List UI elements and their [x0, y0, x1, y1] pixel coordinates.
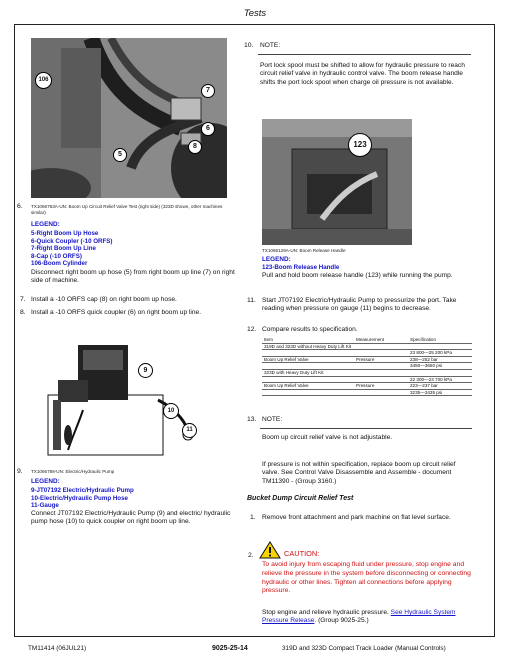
- fig1-legend-title: LEGEND:: [31, 221, 60, 228]
- callout-5: 5: [113, 148, 127, 162]
- caution-warning-icon: [259, 541, 281, 559]
- step-b2-text-after: . (Group 9025-25.): [314, 617, 369, 625]
- table-row: [262, 376, 472, 383]
- legend-item: 8-Cap (-10 ORFS): [31, 252, 82, 260]
- fig2-caption: TX1066788-UN: Electric/Hydraulic Pump: [31, 469, 115, 474]
- boom-up-hose-photo: [31, 38, 227, 198]
- table-cell: [262, 350, 354, 357]
- fig2-legend: [31, 487, 236, 510]
- step-9-text: Connect JT07192 Electric/Hydraulic Pump (9) and electric/ hydraulic pump hose (10) to quick coupler on right boom up line.: [31, 510, 231, 526]
- callout-6: 6: [201, 122, 215, 136]
- table-cell: [354, 389, 408, 396]
- step-9-number: 9.: [17, 468, 23, 475]
- electric-hydraulic-pump-figure: [38, 340, 213, 465]
- table-cell: 22 300—23 700 kPa: [408, 376, 472, 383]
- fig2-legend-title: LEGEND:: [31, 478, 60, 485]
- step-b2-text: [262, 609, 474, 626]
- table-row: [262, 383, 472, 390]
- legend-item: 5-Right Boom Up Hose: [31, 230, 99, 237]
- table-cell: [354, 376, 408, 383]
- caution-text: To avoid injury from escaping fluid under pressure, stop engine and relieve the pressure in the system before disconnecting or connecting hydraulic or other lines. Tighten all connections before applying pressure.: [262, 561, 471, 595]
- table-row: [262, 363, 472, 370]
- table-row: [262, 389, 472, 396]
- table-cell: [354, 369, 408, 376]
- table-cell: Pressure: [354, 383, 408, 390]
- table-cell: 319D and 323D without Heavy Duty Lift Kit: [262, 343, 354, 350]
- table-row: [262, 350, 472, 357]
- table-cell: 3235—3435 psi: [408, 389, 472, 396]
- right-border: [494, 24, 495, 636]
- table-header-cell: Specification: [408, 337, 472, 343]
- table-cell: [354, 363, 408, 370]
- table-cell: Boom Up Relief Valve: [262, 356, 354, 363]
- header-rule: [14, 24, 495, 25]
- step-b1-text: Remove front attachment and park machine on flat level surface.: [262, 514, 451, 521]
- callout-7: 7: [201, 84, 215, 98]
- table-cell: [354, 350, 408, 357]
- callout-8: 8: [188, 140, 202, 154]
- step-7-text: Install a -10 ORFS cap (8) on right boom up hose.: [31, 296, 177, 303]
- step-b1-number: 1.: [250, 514, 256, 521]
- table-cell: 23 800—25 200 kPa: [408, 350, 472, 357]
- table-cell: [408, 369, 472, 376]
- table-cell: [262, 376, 354, 383]
- fig3-text: Pull and hold boom release handle (123) while running the pump.: [262, 272, 453, 279]
- table-cell: 223—237 bar: [408, 383, 472, 390]
- callout-10: 10: [163, 403, 179, 419]
- legend-item: 123-Boom Release Handle: [262, 264, 340, 271]
- table-cell: Pressure: [354, 356, 408, 363]
- step-12-text: Compare results to specification.: [262, 326, 358, 333]
- step-13-after-text: If pressure is not within specification, replace boom up circuit relief valve. See Control Valve Disassemble and Assemble - document TM11390 - (Group 3160.): [262, 461, 456, 485]
- callout-11: 11: [182, 423, 197, 438]
- step-8-text: Install a -10 ORFS quick coupler (6) on right boom up line.: [31, 309, 202, 316]
- legend-item: 9-JT07192 Electric/Hydraulic Pump: [31, 487, 134, 494]
- table-row: [262, 356, 472, 363]
- step-8-number: 8.: [20, 309, 26, 316]
- step-6-text: Disconnect right boom up hose (5) from right boom up line (7) on right side of machine.: [31, 269, 235, 285]
- note-rule: [258, 54, 471, 55]
- step-6-number: 6.: [17, 203, 23, 210]
- table-cell: 238—252 bar: [408, 356, 472, 363]
- callout-9: 9: [138, 363, 153, 378]
- step-11-number: 11.: [247, 297, 256, 304]
- note-rule: [260, 428, 472, 429]
- fig1-legend: [31, 230, 231, 268]
- fig3-legend-title: LEGEND:: [262, 256, 291, 263]
- page-header-title: Tests: [243, 8, 267, 19]
- step-7-number: 7.: [20, 296, 26, 303]
- footer-page-number: 9025-25-14: [212, 645, 248, 652]
- step-10-note-label: NOTE:: [260, 42, 281, 49]
- legend-item: 11-Gauge: [31, 502, 59, 510]
- legend-item: 10-Electric/Hydraulic Pump Hose: [31, 494, 128, 502]
- fig3-caption: TX1066129A-UN: Boom Release Handle: [262, 248, 346, 253]
- table-cell: Boom Up Relief Valve: [262, 383, 354, 390]
- step-b2-number: 2.: [248, 552, 254, 559]
- table-cell: [262, 389, 354, 396]
- table-cell: [354, 343, 408, 350]
- fig1-caption: TX1066783A-UN: Boom Up Circuit Relief Valve Test (right side) (323D shown, other machines similar): [31, 204, 223, 216]
- footer-manual-title: 319D and 323D Compact Track Loader (Manual Controls): [282, 645, 446, 652]
- table-header-cell: Measurement: [354, 337, 408, 343]
- table-header-cell: Item: [262, 337, 354, 343]
- callout-123: 123: [348, 133, 372, 157]
- step-13-note-text: Boom up circuit relief valve is not adjustable.: [262, 434, 393, 441]
- step-13-number: 13.: [247, 416, 257, 423]
- table-row: [262, 369, 472, 376]
- step-11-text: Start JT07192 Electric/Hydraulic Pump to pressurize the port. Take reading when pressure on gauge (11) begins to decrease.: [262, 297, 457, 313]
- legend-item: 106-Boom Cylinder: [31, 260, 88, 268]
- table-cell: 3450—3650 psi: [408, 363, 472, 370]
- footer-rule: [14, 636, 495, 637]
- table-cell: [262, 363, 354, 370]
- table-cell: [408, 343, 472, 350]
- step-10-number: 10.: [244, 42, 254, 49]
- hydraulic-pressure-release-link[interactable]: See Hydraulic System Pressure Release: [262, 609, 456, 625]
- step-12-number: 12.: [247, 326, 257, 333]
- table-cell: 323D with Heavy Duty Lift Kit: [262, 369, 354, 376]
- step-13-note-label: NOTE:: [262, 416, 283, 423]
- specification-table: [262, 337, 472, 396]
- table-row: [262, 343, 472, 350]
- caution-title: CAUTION:: [284, 549, 320, 558]
- legend-item: 7-Right Boom Up Line: [31, 245, 96, 253]
- section-heading: Bucket Dump Circuit Relief Test: [247, 495, 354, 502]
- fig3-legend: [262, 264, 339, 272]
- step-b2-text-before: Stop engine and relieve hydraulic pressure.: [262, 609, 389, 616]
- step-10-note-text: Port lock spool must be shifted to allow for hydraulic pressure to reach circuit relief valve in hydraulic control valve. The boom release handle shifts the port lock spool when charge oil pressure is not available.: [260, 62, 465, 86]
- footer-manual-id: TM11414 (06JUL21): [28, 645, 87, 652]
- left-border: [14, 24, 15, 636]
- boom-release-handle-photo: [262, 119, 412, 245]
- callout-106: 106: [35, 72, 52, 89]
- legend-item: 6-Quick Coupler (-10 ORFS): [31, 237, 113, 245]
